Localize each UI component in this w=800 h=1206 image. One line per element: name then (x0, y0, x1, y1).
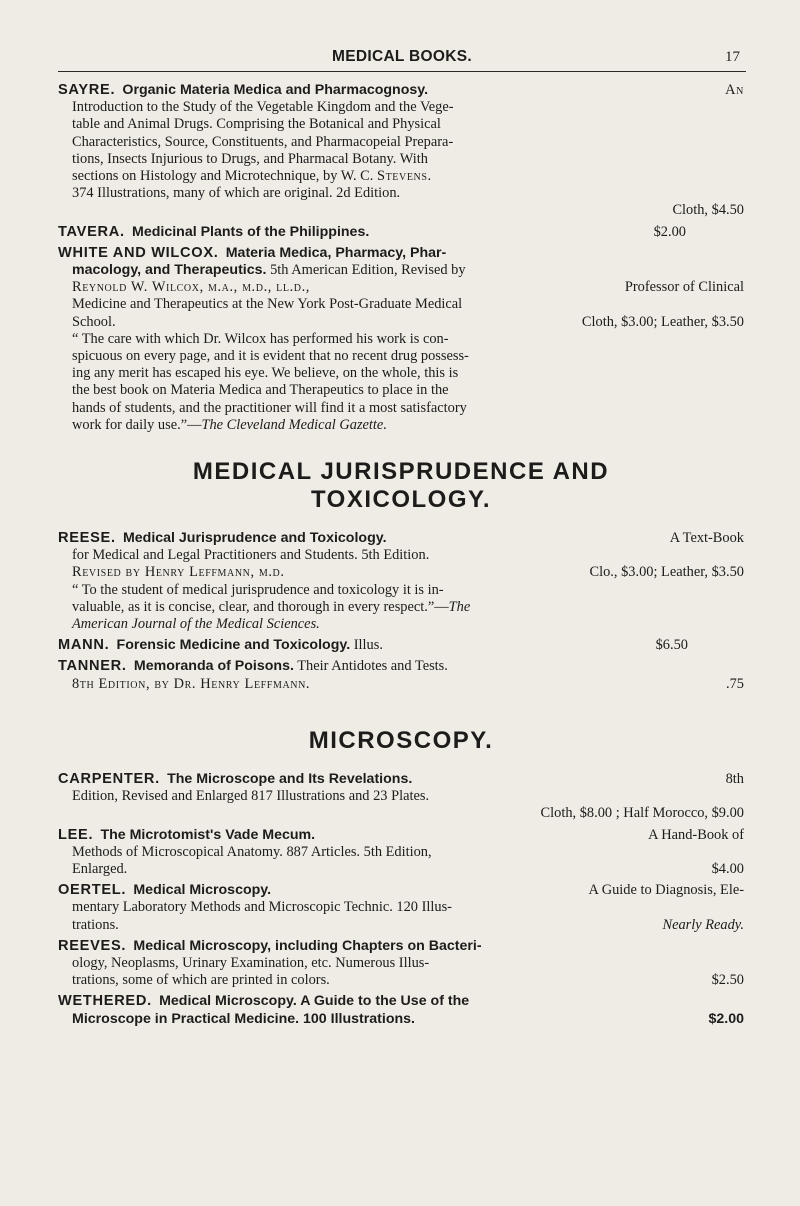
book-entry-mann: MANN. Forensic Medicine and Toxicology. Illus. $6.50 (58, 637, 744, 654)
author: TANNER. (58, 658, 127, 675)
price: $2.00 (653, 223, 686, 240)
author: CARPENTER. (58, 770, 160, 787)
book-title: Memoranda of Poisons. (133, 658, 294, 675)
book-title: The Microtomist's Vade Mecum. (100, 826, 316, 843)
review-quote: “ To the student of medical jurisprudence and toxicology it is in- valuable, as it is concise, clear, and thorough in every respect.”—The American Journal of the Medical Sciences. (72, 581, 471, 633)
review-quote: “ The care with which Dr. Wilcox has performed his work is con- spicuous on every page, and it is evident that no recent drug possess- ing any merit has escaped his eye. We believe, on the whole, this is the best book on Materia Medica and Therapeutics to place in the hands of students, and the practitioner will find it a most satisfactory work for daily use.”—The Cleveland Medical Gazette. (72, 330, 469, 433)
section-heading-jurisprudence: MEDICAL JURISPRUDENCE AND (192, 458, 610, 486)
price: $6.50 (655, 637, 688, 654)
page-title: MEDICAL BOOKS. (332, 48, 472, 65)
author: LEE. (58, 826, 94, 843)
book-entry-white-wilcox: WHITE AND WILCOX. Materia Medica, Pharmacy, Phar- macology, and Therapeutics. 5th American Edition, Revised by Reynold W. Wilcox, m.a., m.d., ll.d., Professor of Clinical Medicine and Therapeutics at the New York Post-Graduate Medical School. Cloth, $3.00; Leather, $3.50 (58, 244, 744, 330)
author: REEVES. (58, 937, 127, 954)
book-entry-tanner: TANNER. Memoranda of Poisons. Their Antidotes and Tests. 8th Edition, by Dr. Henry Leffmann. .75 (58, 658, 744, 692)
author: WHITE AND WILCOX. (58, 244, 219, 261)
price: $4.00 (711, 860, 744, 877)
catalog-column (58, 82, 744, 1032)
running-head (58, 48, 746, 70)
book-title: Medical Jurisprudence and Toxicology. (122, 530, 387, 547)
book-title: Medical Microscopy, including Chapters on Bacteri- (133, 937, 482, 954)
author: OERTEL. (58, 882, 127, 899)
book-title: Organic Materia Medica and Pharmacognosy. (122, 82, 429, 98)
price: $2.50 (711, 972, 744, 989)
section-heading-toxicology: TOXICOLOGY. (310, 486, 492, 514)
book-title: The Microscope and Its Revelations. (167, 770, 413, 787)
book-entry-reese: REESE. Medical Jurisprudence and Toxicology. A Text-Book for Medical and Legal Practitioners and Students. 5th Edition. Revised by Henry Leffmann, m.d. Clo., $3.00; Leather, $3.50 (58, 530, 744, 581)
book-entry-oertel: OERTEL. Medical Microscopy. A Guide to Diagnosis, Ele- mentary Laboratory Methods and Microscopic Technic. 120 Illus- trations. Nearly Ready. (58, 882, 744, 933)
book-entry-lee: LEE. The Microtomist's Vade Mecum. A Hand-Book of Methods of Microscopical Anatomy. 887 Articles. 5th Edition, Enlarged. $4.00 (58, 826, 744, 877)
book-entry-sayre: SAYRE. Organic Materia Medica and Pharmacognosy. An Introduction to the Study of the Vegetable Kingdom and the Vege- table and Animal Drugs. Comprising the Botanical and Physical Characteristics, Source, Constituents, and Pharmacopeial Prepara- tions, Insects Injurious to Drugs, and Pharmacal Botany. With sections on Histology and Microtechnique, by W. C. Stevens. 374 Illustrations, many of which are original. 2d Edition. Cloth, $4.50 (58, 82, 744, 219)
price: .75 (726, 675, 744, 692)
price: Cloth, $4.50 (672, 202, 744, 219)
author: SAYRE. (58, 82, 116, 98)
section-heading-microscopy: MICROSCOPY. (308, 726, 494, 754)
book-title: Forensic Medicine and Toxicology. (116, 637, 351, 654)
status: Nearly Ready. (662, 916, 744, 933)
book-entry-reeves: REEVES. Medical Microscopy, including Chapters on Bacteri- ology, Neoplasms, Urinary Examination, etc. Numerous Illus- trations, some of which are printed in colors. $2.50 (58, 937, 744, 989)
book-title: Medicinal Plants of the Philippines. (132, 223, 370, 240)
book-entry-carpenter: CARPENTER. The Microscope and Its Revelations. 8th Edition, Revised and Enlarged 817 Illustrations and 23 Plates. Cloth, $8.00 ; Half Morocco, $9.00 (58, 770, 744, 822)
page-number: 17 (725, 49, 740, 65)
price: Cloth, $8.00 ; Half Morocco, $9.00 (540, 805, 744, 822)
author: TAVERA. (58, 223, 125, 240)
author: MANN. (58, 637, 110, 654)
price: $2.00 (708, 1010, 744, 1027)
book-title: Medical Microscopy. A Guide to the Use of the (159, 993, 470, 1010)
book-title: Medical Microscopy. (133, 882, 272, 899)
author: WETHERED. (58, 993, 152, 1010)
price: Cloth, $3.00; Leather, $3.50 (581, 313, 744, 330)
book-title: Materia Medica, Pharmacy, Phar- (225, 244, 447, 261)
price: Clo., $3.00; Leather, $3.50 (589, 564, 744, 581)
book-entry-tavera (58, 224, 744, 241)
author: REESE. (58, 530, 116, 547)
header-rule (58, 71, 746, 72)
book-entry-wethered: WETHERED. Medical Microscopy. A Guide to the Use of the Microscope in Practical Medicine. 100 Illustrations. $2.00 (58, 993, 744, 1027)
